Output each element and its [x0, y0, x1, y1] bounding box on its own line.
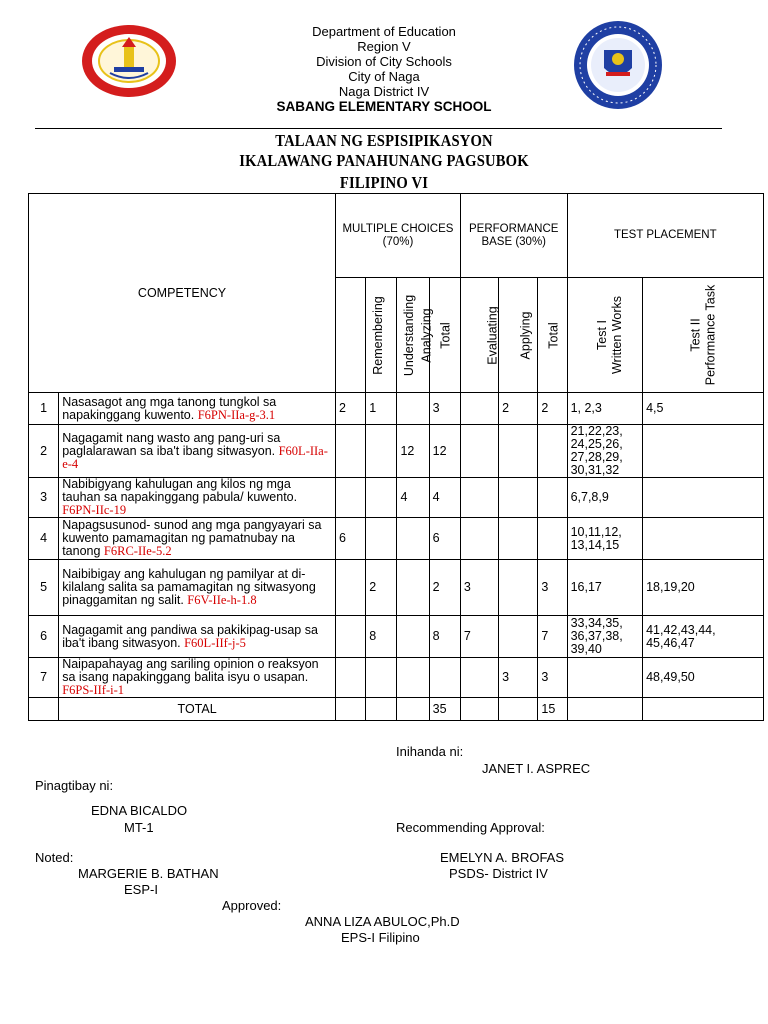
header-line-city: City of Naga — [348, 69, 420, 84]
table-row — [29, 616, 764, 658]
approved-by-title: EPS-I Filipino — [341, 930, 420, 945]
test-placement-header: TEST PLACEMENT — [567, 194, 763, 278]
total-pb-value: 15 — [538, 698, 567, 721]
table-row — [29, 560, 764, 616]
count-app — [499, 616, 538, 658]
analyzing-header: Analyzing — [420, 307, 435, 363]
test-2-items — [643, 478, 764, 518]
count-tot2: 7 — [538, 616, 567, 658]
count-eva — [460, 425, 498, 478]
count-tot1: 6 — [429, 518, 460, 560]
count-und: 8 — [366, 616, 397, 658]
count-tot2: 3 — [538, 560, 567, 616]
title-line-3: FILIPINO VI — [339, 173, 429, 192]
competency-code: F6V-IIe-h-1.8 — [187, 593, 257, 607]
total-label: TOTAL — [59, 698, 336, 721]
row-number: 3 — [29, 478, 59, 518]
count-app — [499, 560, 538, 616]
total-mc-header: Total — [438, 321, 453, 349]
test-2-items: 18,19,20 — [643, 560, 764, 616]
total-mc-value: 35 — [429, 698, 460, 721]
count-tot2 — [538, 518, 567, 560]
test-1-items: 21,22,23, 24,25,26, 27,28,29, 30,31,32 — [567, 425, 643, 478]
count-rem — [336, 658, 366, 698]
count-rem: 2 — [336, 393, 366, 425]
count-und — [366, 478, 397, 518]
test-1-items: 33,34,35, 36,37,38, 39,40 — [567, 616, 643, 658]
competency-text: Naipapahayag ang sariling opinion o reaksyon sa isang napakinggang balita isyu o usapan. — [62, 657, 319, 684]
row-number: 5 — [29, 560, 59, 616]
row-number: 6 — [29, 616, 59, 658]
count-eva — [460, 393, 498, 425]
count-ana — [397, 658, 429, 698]
competency-cell — [59, 560, 336, 616]
competency-text: Nasasagot ang mga tanong tungkol sa napakinggang kuwento. — [62, 394, 277, 422]
competency-text: Napagsusunod- sunod ang mga pangyayari sa kuwento pamamagitan ng pamatnubay na tanong — [62, 518, 322, 558]
count-app — [499, 478, 538, 518]
noted-by-name: MARGERIE B. BATHAN — [78, 866, 219, 881]
header-line-department: Department of Education — [312, 24, 456, 39]
understanding-header: Understanding — [402, 294, 417, 376]
test-1-header: Test I Written Works — [594, 295, 624, 375]
count-ana — [397, 616, 429, 658]
header-divider — [35, 128, 722, 129]
count-und — [366, 658, 397, 698]
count-und: 1 — [366, 393, 397, 425]
count-rem — [336, 478, 366, 518]
count-eva — [460, 658, 498, 698]
count-app — [499, 518, 538, 560]
count-rem — [336, 560, 366, 616]
count-ana — [397, 393, 429, 425]
competency-cell — [59, 658, 336, 698]
row-number: 1 — [29, 393, 59, 425]
row-number: 2 — [29, 425, 59, 478]
attested-by-name: EDNA BICALDO — [91, 803, 188, 818]
count-rem: 6 — [336, 518, 366, 560]
competency-cell — [59, 393, 336, 425]
competency-text: Nagagamit ang pandiwa sa pakikipag-usap sa iba't ibang sitwasyon. — [62, 622, 318, 650]
test-2-items — [643, 518, 764, 560]
competency-cell — [59, 616, 336, 658]
count-rem — [336, 425, 366, 478]
test-1-items: 10,11,12, 13,14,15 — [567, 518, 643, 560]
count-ana: 4 — [397, 478, 429, 518]
count-eva — [460, 518, 498, 560]
count-app: 2 — [499, 393, 538, 425]
multiple-choices-header: MULTIPLE CHOICES (70%) — [336, 194, 461, 278]
test-2-items: 4,5 — [643, 393, 764, 425]
row-number: 4 — [29, 518, 59, 560]
applying-header: Applying — [518, 311, 533, 359]
header-line-district: Naga District IV — [338, 84, 430, 99]
test-2-header: Test II Performance Task — [688, 284, 718, 386]
count-app: 3 — [499, 658, 538, 698]
test-1-items: 6,7,8,9 — [567, 478, 643, 518]
attested-by-label: Pinagtibay ni: — [35, 778, 114, 793]
competency-code: F6PN-IIc-19 — [62, 503, 127, 517]
count-tot2 — [538, 478, 567, 518]
count-tot1: 3 — [429, 393, 460, 425]
table-row — [29, 518, 764, 560]
test-1-items: 16,17 — [567, 560, 643, 616]
count-tot1: 2 — [429, 560, 460, 616]
count-ana: 12 — [397, 425, 429, 478]
attested-by-title: MT-1 — [124, 820, 154, 835]
count-tot1: 8 — [429, 616, 460, 658]
remembering-header: Remembering — [370, 295, 385, 375]
count-eva: 7 — [460, 616, 498, 658]
count-und — [366, 425, 397, 478]
recommending-title: PSDS- District IV — [449, 866, 548, 881]
count-tot2: 2 — [538, 393, 567, 425]
count-ana — [397, 560, 429, 616]
test-2-items: 48,49,50 — [643, 658, 764, 698]
count-und — [366, 518, 397, 560]
school-name: SABANG ELEMENTARY SCHOOL — [276, 99, 492, 114]
count-und: 2 — [366, 560, 397, 616]
table-row — [29, 425, 764, 478]
header-line-division: Division of City Schools — [316, 54, 452, 69]
noted-by-title: ESP-I — [124, 882, 158, 897]
test-1-items — [567, 658, 643, 698]
count-tot1 — [429, 658, 460, 698]
approved-label: Approved: — [222, 898, 282, 913]
header-line-region: Region V — [357, 39, 411, 54]
competency-code: F6PN-IIa-g-3.1 — [197, 407, 276, 422]
competency-text: Nagagamit nang wasto ang pang-uri sa paglalarawan sa iba't ibang sitwasyon. — [62, 430, 281, 458]
title-line-2: IKALAWANG PANAHUNANG PAGSUBOK — [239, 151, 529, 170]
approved-by-name: ANNA LIZA ABULOC,Ph.D — [305, 914, 460, 929]
count-tot2 — [538, 425, 567, 478]
test-2-items — [643, 425, 764, 478]
competency-cell — [59, 425, 336, 478]
count-eva — [460, 478, 498, 518]
specification-table — [28, 193, 764, 721]
count-app — [499, 425, 538, 478]
prepared-by-label: Inihanda ni: — [396, 744, 464, 759]
count-tot2: 3 — [538, 658, 567, 698]
competency-code: F60L-IIf-j-5 — [184, 635, 246, 650]
evaluating-header: Evaluating — [485, 305, 500, 365]
count-eva: 3 — [460, 560, 498, 616]
competency-cell — [59, 518, 336, 560]
prepared-by-name: JANET I. ASPREC — [482, 761, 591, 776]
table-row — [29, 393, 764, 425]
table-row — [29, 658, 764, 698]
competency-code: F60L-IIa-e-4 — [62, 443, 328, 471]
competency-text: Nabibigyang kahulugan ang kilos ng mga tauhan sa napakinggang pabula/ kuwento. — [62, 477, 298, 504]
performance-base-header: PERFORMANCE BASE (30%) — [460, 194, 567, 278]
noted-label: Noted: — [35, 850, 74, 865]
competency-cell — [59, 478, 336, 518]
row-number: 7 — [29, 658, 59, 698]
competency-code: F6RC-IIe-5.2 — [103, 544, 172, 558]
competency-header: COMPETENCY — [29, 194, 336, 393]
table-row — [29, 478, 764, 518]
competency-code: F6PS-IIf-i-1 — [62, 683, 124, 697]
count-tot1: 4 — [429, 478, 460, 518]
test-1-items: 1, 2,3 — [567, 393, 643, 425]
count-rem — [336, 616, 366, 658]
count-ana — [397, 518, 429, 560]
title-line-1: TALAAN NG ESPISIPIKASYON — [275, 131, 493, 150]
total-pb-header: Total — [547, 321, 562, 349]
test-2-items: 41,42,43,44, 45,46,47 — [643, 616, 764, 658]
recommending-approval-label: Recommending Approval: — [396, 820, 545, 835]
count-tot1: 12 — [429, 425, 460, 478]
competency-text: Naibibigay ang kahulugan ng pamilyar at di-kilalang salita sa pamamagitan ng sitwasyong pinaggamitan ng salit. — [62, 567, 316, 607]
recommending-name: EMELYN A. BROFAS — [440, 850, 565, 865]
